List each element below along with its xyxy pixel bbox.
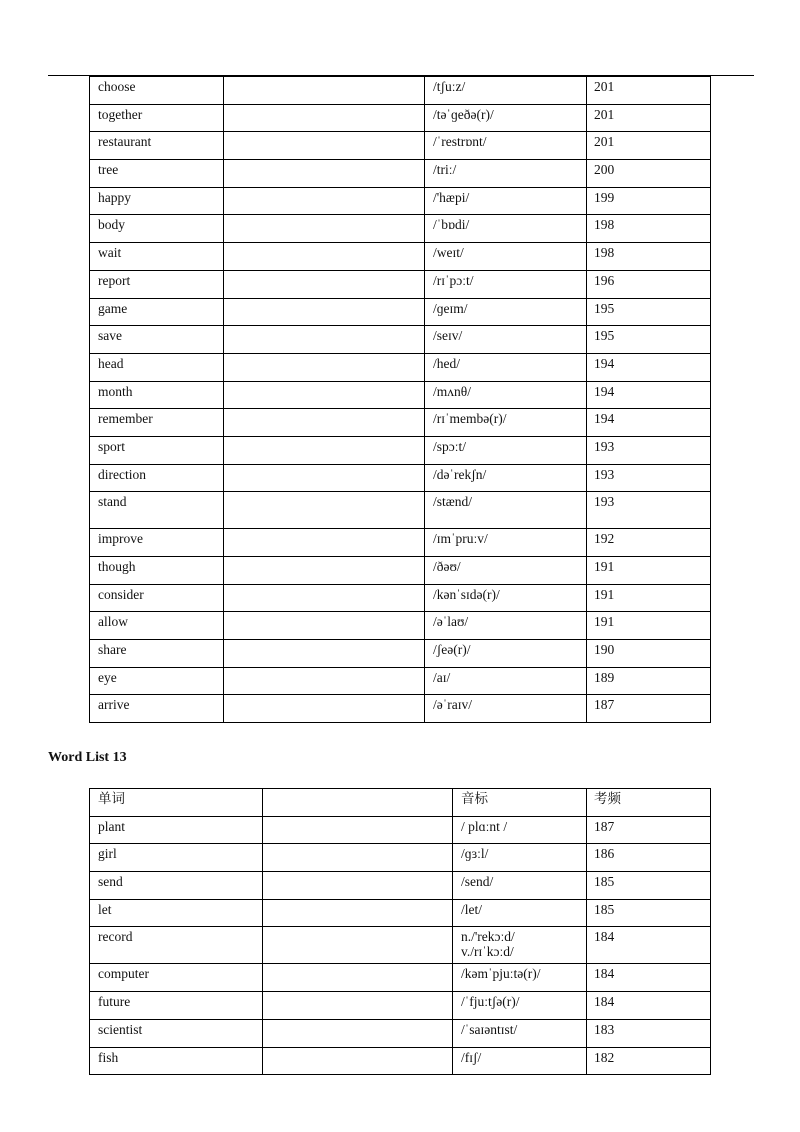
blank-cell [224, 409, 425, 437]
word-cell: report [90, 270, 224, 298]
blank-cell [224, 464, 425, 492]
blank-cell [224, 612, 425, 640]
freq-cell: 182 [587, 1047, 711, 1075]
ipa-cell [453, 872, 587, 900]
word-cell: happy [90, 187, 224, 215]
word-cell: sport [90, 436, 224, 464]
freq-cell: 195 [587, 298, 711, 326]
freq-cell: 183 [587, 1019, 711, 1047]
word-cell: body [90, 215, 224, 243]
ipa-cell: /ˈrestrɒnt/ [425, 132, 587, 160]
freq-cell: 201 [587, 132, 711, 160]
blank-cell [263, 899, 453, 927]
ipa-cell: /kənˈsɪdə(r)/ [425, 584, 587, 612]
table-row [90, 927, 711, 964]
ipa-cell: /spɔːt/ [425, 436, 587, 464]
table-row [90, 104, 711, 132]
word-cell: scientist [90, 1019, 263, 1047]
freq-cell: 193 [587, 436, 711, 464]
ipa-cell [453, 927, 587, 964]
freq-cell: 186 [587, 844, 711, 872]
ipa-cell: /weɪt/ [425, 243, 587, 271]
table-row [90, 612, 711, 640]
blank-cell [224, 492, 425, 529]
freq-cell: 187 [587, 695, 711, 723]
word-cell: let [90, 899, 263, 927]
table-row [90, 872, 711, 900]
ipa-line: /ˈfjuːtʃə(r)/ [461, 994, 520, 1010]
blank-cell [263, 872, 453, 900]
ipa-line-2: v./rɪˈkɔːd/ [461, 944, 514, 960]
word-cell: girl [90, 844, 263, 872]
table-row [90, 640, 711, 668]
ipa-cell: /ðəʊ/ [425, 557, 587, 585]
word-cell: head [90, 353, 224, 381]
freq-cell: 194 [587, 381, 711, 409]
freq-cell: 184 [587, 964, 711, 992]
word-cell: together [90, 104, 224, 132]
freq-cell: 199 [587, 187, 711, 215]
blank-cell [224, 557, 425, 585]
blank-cell [224, 326, 425, 354]
ipa-line: /let/ [461, 901, 482, 917]
ipa-line: /ɡɜːl/ [461, 846, 489, 862]
ipa-cell: /ˈbɒdi/ [425, 215, 587, 243]
ipa-line: /send/ [461, 874, 494, 890]
ipa-line: /ˈsaɪəntɪst/ [461, 1021, 518, 1037]
freq-cell: 192 [587, 529, 711, 557]
blank-cell [224, 695, 425, 723]
word-cell: save [90, 326, 224, 354]
table-row [90, 436, 711, 464]
table-row [90, 77, 711, 105]
table-row [90, 492, 711, 529]
table-row [90, 160, 711, 188]
ipa-cell: /əˈlaʊ/ [425, 612, 587, 640]
word-cell: tree [90, 160, 224, 188]
freq-cell: 196 [587, 270, 711, 298]
table-row [90, 270, 711, 298]
freq-cell: 201 [587, 104, 711, 132]
word-cell: consider [90, 584, 224, 612]
ipa-line: n./'rekɔːd/ [461, 929, 515, 945]
table-row [90, 529, 711, 557]
word-cell: month [90, 381, 224, 409]
ipa-cell: /rɪˈpɔːt/ [425, 270, 587, 298]
blank-cell [224, 187, 425, 215]
table-row [90, 584, 711, 612]
ipa-cell: /seɪv/ [425, 326, 587, 354]
ipa-cell [453, 899, 587, 927]
word-cell: share [90, 640, 224, 668]
blank-cell [224, 298, 425, 326]
freq-cell: 191 [587, 612, 711, 640]
freq-cell: 195 [587, 326, 711, 354]
table-header-row [90, 789, 711, 817]
ipa-cell [453, 964, 587, 992]
ipa-line: / plɑːnt / [461, 818, 508, 834]
table-row [90, 667, 711, 695]
section-title: Word List 13 [48, 750, 127, 765]
table-row [90, 816, 711, 844]
word-cell: plant [90, 816, 263, 844]
freq-cell: 185 [587, 899, 711, 927]
word-table-12 [89, 76, 711, 723]
ipa-cell: /rɪˈmembə(r)/ [425, 409, 587, 437]
table-row [90, 132, 711, 160]
freq-cell: 193 [587, 492, 711, 529]
word-cell: arrive [90, 695, 224, 723]
blank-cell [224, 132, 425, 160]
blank-cell [224, 529, 425, 557]
ipa-line: /fɪʃ/ [461, 1049, 482, 1065]
word-cell: improve [90, 529, 224, 557]
ipa-cell [453, 844, 587, 872]
blank-cell [263, 844, 453, 872]
header-word: 单词 [90, 789, 263, 817]
ipa-line: /kəmˈpjuːtə(r)/ [461, 966, 541, 982]
ipa-cell: /triː/ [425, 160, 587, 188]
table-row [90, 1019, 711, 1047]
ipa-cell: /stænd/ [425, 492, 587, 529]
blank-cell [263, 1047, 453, 1075]
blank-cell [263, 992, 453, 1020]
freq-cell: 198 [587, 243, 711, 271]
ipa-cell [453, 1019, 587, 1047]
ipa-cell: /dəˈrekʃn/ [425, 464, 587, 492]
word-cell: restaurant [90, 132, 224, 160]
header-ipa: 音标 [453, 789, 587, 817]
word-cell: computer [90, 964, 263, 992]
table-row [90, 353, 711, 381]
ipa-cell: /ɡeɪm/ [425, 298, 587, 326]
freq-cell: 198 [587, 215, 711, 243]
freq-cell: 194 [587, 353, 711, 381]
table-row [90, 695, 711, 723]
freq-cell: 184 [587, 927, 711, 964]
table-row [90, 1047, 711, 1075]
freq-cell: 201 [587, 77, 711, 105]
ipa-cell: /aɪ/ [425, 667, 587, 695]
header-freq: 考频 [587, 789, 711, 817]
table-row [90, 298, 711, 326]
blank-cell [224, 160, 425, 188]
word-cell: fish [90, 1047, 263, 1075]
blank-cell [224, 243, 425, 271]
word-cell: though [90, 557, 224, 585]
table-row [90, 964, 711, 992]
ipa-cell [453, 816, 587, 844]
word-cell: game [90, 298, 224, 326]
table-row [90, 187, 711, 215]
blank-cell [263, 1019, 453, 1047]
ipa-cell: /əˈraɪv/ [425, 695, 587, 723]
word-cell: record [90, 927, 263, 964]
header-blank [263, 789, 453, 817]
freq-cell: 187 [587, 816, 711, 844]
freq-cell: 191 [587, 584, 711, 612]
blank-cell [224, 436, 425, 464]
table-row [90, 557, 711, 585]
freq-cell: 185 [587, 872, 711, 900]
freq-cell: 191 [587, 557, 711, 585]
table-row [90, 381, 711, 409]
table-row [90, 243, 711, 271]
ipa-cell [453, 1047, 587, 1075]
word-cell: stand [90, 492, 224, 529]
blank-cell [224, 215, 425, 243]
freq-cell: 200 [587, 160, 711, 188]
word-table-13 [89, 788, 711, 1075]
freq-cell: 190 [587, 640, 711, 668]
ipa-cell: /mʌnθ/ [425, 381, 587, 409]
ipa-cell: /ʃeə(r)/ [425, 640, 587, 668]
ipa-cell: /ɪmˈpruːv/ [425, 529, 587, 557]
ipa-cell: /'hæpi/ [425, 187, 587, 215]
freq-cell: 184 [587, 992, 711, 1020]
blank-cell [224, 381, 425, 409]
word-cell: wait [90, 243, 224, 271]
blank-cell [224, 77, 425, 105]
ipa-cell: /təˈɡeðə(r)/ [425, 104, 587, 132]
word-cell: future [90, 992, 263, 1020]
blank-cell [224, 270, 425, 298]
blank-cell [263, 964, 453, 992]
blank-cell [224, 104, 425, 132]
freq-cell: 193 [587, 464, 711, 492]
blank-cell [263, 927, 453, 964]
blank-cell [224, 640, 425, 668]
word-cell: direction [90, 464, 224, 492]
table-row [90, 899, 711, 927]
table-row [90, 215, 711, 243]
table-row [90, 844, 711, 872]
table-row [90, 992, 711, 1020]
word-cell: send [90, 872, 263, 900]
ipa-cell [453, 992, 587, 1020]
table-row [90, 326, 711, 354]
word-cell: choose [90, 77, 224, 105]
word-cell: remember [90, 409, 224, 437]
ipa-cell: /tʃuːz/ [425, 77, 587, 105]
freq-cell: 189 [587, 667, 711, 695]
word-cell: allow [90, 612, 224, 640]
blank-cell [224, 353, 425, 381]
blank-cell [263, 816, 453, 844]
ipa-cell: /hed/ [425, 353, 587, 381]
blank-cell [224, 584, 425, 612]
word-cell: eye [90, 667, 224, 695]
freq-cell: 194 [587, 409, 711, 437]
blank-cell [224, 667, 425, 695]
table-row [90, 464, 711, 492]
table-row [90, 409, 711, 437]
